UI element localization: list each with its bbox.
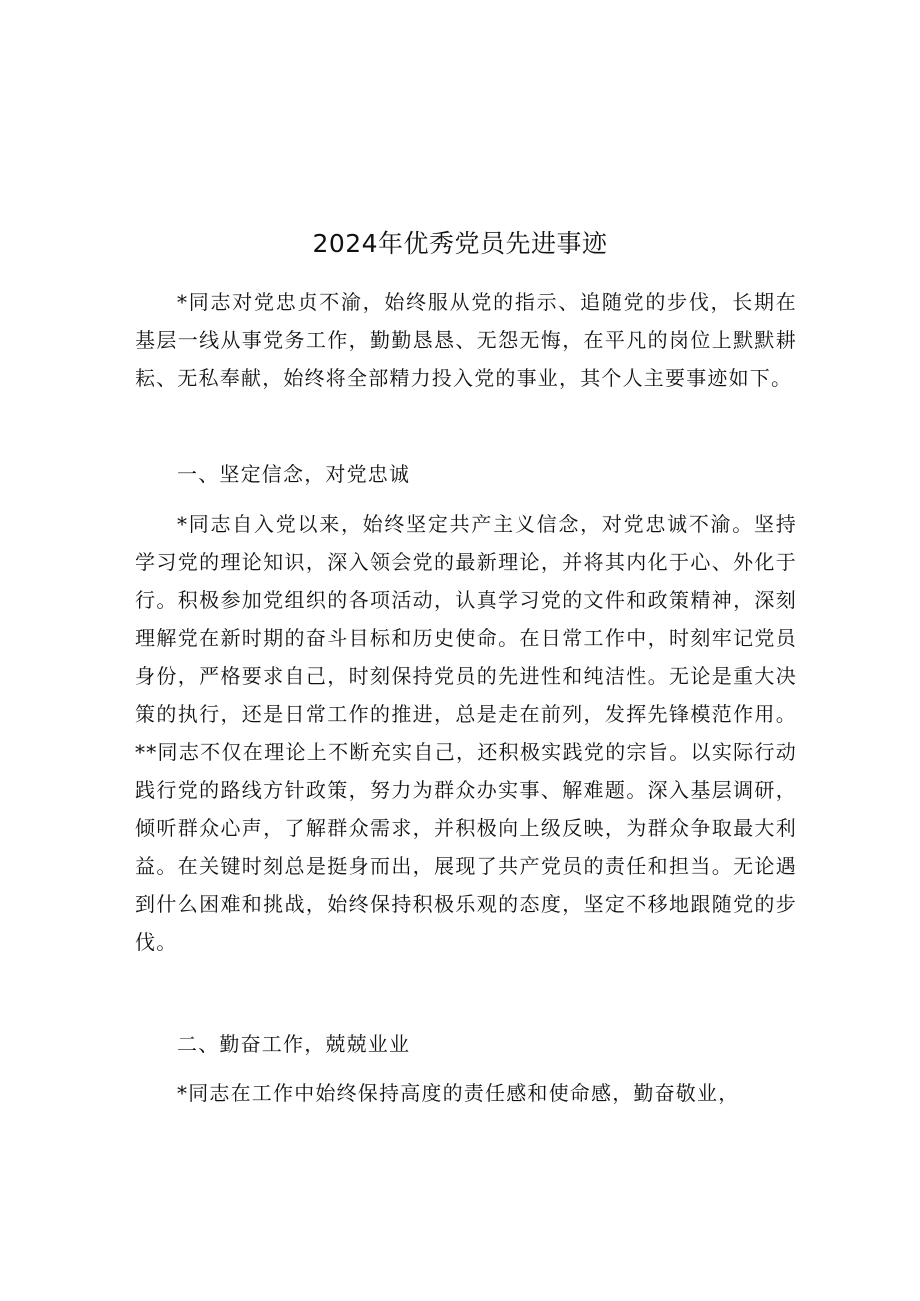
section-2-heading xyxy=(135,1025,797,1063)
section-1-paragraph xyxy=(135,505,797,961)
section-1-text: *同志自入党以来，始终坚定共产主义信念，对党忠诚不渝。坚持学习党的理论知识，深入领会党的最新理论，并将其内化于心、外化于行。积极参加党组织的各项活动，认真学习党的文件和政策精神，深刻理解党在新时期的奋斗目标和历史使命。在日常工作中，时刻牢记党员身份，严格要求自己，时刻保持党员的先进性和纯洁性。无论是重大决策的执行，还是日常工作的推进，总是走在前列，发挥先锋模范作用。**同志不仅在理论上不断充实自己，还积极实践党的宗旨。以实际行动践行党的路线方针政策，努力为群众办实事、解难题。深入基层调研，倾听群众心声，了解群众需求，并积极向上级反映，为群众争取最大利益。在关键时刻总是挺身而出，展现了共产党员的责任和担当。无论遇到什么困难和挑战，始终保持积极乐观的态度，坚定不移地跟随党的步伐。 xyxy=(135,512,797,954)
section-2-text: *同志在工作中始终保持高度的责任感和使命感，勤奋敬业， xyxy=(177,1081,740,1105)
section-2-heading-text: 二、勤奋工作，兢兢业业 xyxy=(177,1032,411,1056)
section-1-heading xyxy=(135,455,797,493)
intro-paragraph xyxy=(135,283,797,397)
intro-text: *同志对党忠贞不渝，始终服从党的指示、追随党的步伐，长期在基层一线从事党务工作，勤勤恳恳、无怨无悔，在平凡的岗位上默默耕耘、无私奉献，始终将全部精力投入党的事业，其个人主要事迹如下。 xyxy=(135,290,797,390)
section-1-heading-text: 一、坚定信念，对党忠诚 xyxy=(177,462,411,486)
section-2-paragraph xyxy=(135,1074,797,1112)
document-title: 2024年优秀党员先进事迹 xyxy=(312,229,608,258)
